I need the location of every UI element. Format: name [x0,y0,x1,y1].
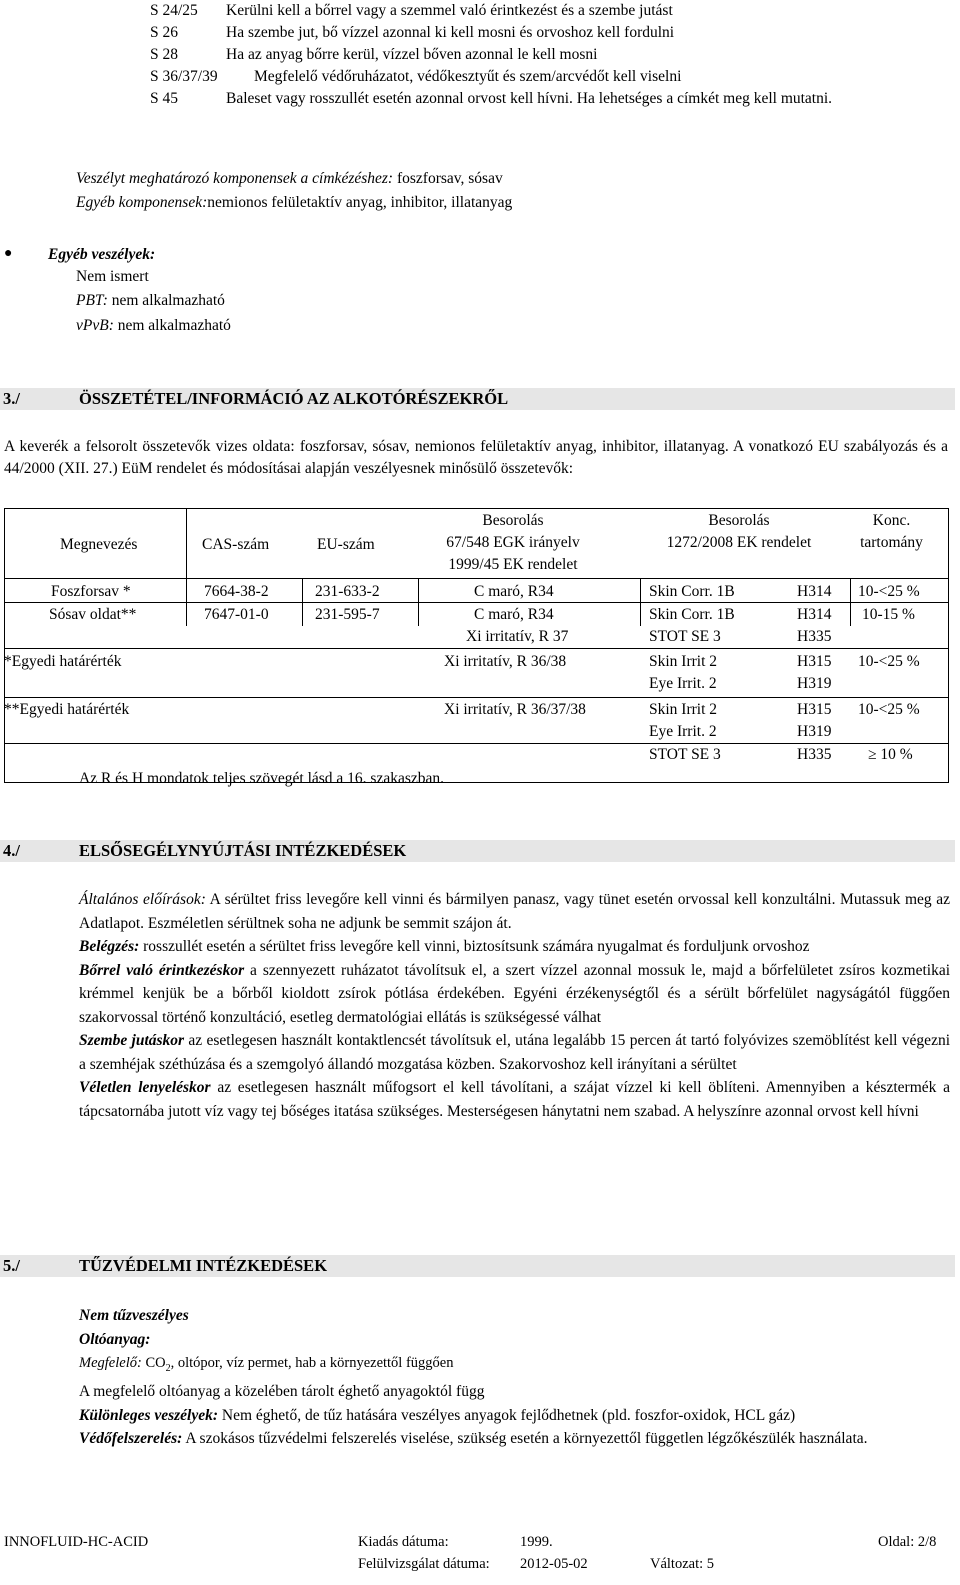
pbt-label: PBT: [76,292,108,309]
pbt-line [76,290,225,312]
s-phrase-text: Ha az anyag bőrre kerül, vízzel bőven azonnal le kell mosni [226,46,598,63]
header-name: Megnevezés [60,536,138,553]
other-hazards-title: Egyéb veszélyek: [48,246,156,263]
limit-conc: 10-<25 % [858,653,920,670]
inhal-text: rosszullét esetén a sérültet friss levegőre kell vinni, biztosítsunk számára nyugalmat és forduljunk orvoshoz [139,938,810,955]
s-phrase-text: Ha szembe jut, bő vízzel azonnal ki kell mosni és orvoshoz kell fordulni [226,24,675,41]
limit-class2f: H335 [797,746,832,763]
footer-review-label: Felülvizsgálat dátuma: [358,1556,490,1572]
row-class1: C maró, R34 [474,606,554,623]
s-phrase-code: S 36/37/39 [150,68,218,85]
footer-issue-label: Kiadás dátuma: [358,1534,449,1550]
limit-class2c: Eye Irrit. 2 [649,675,717,692]
limit-class1: Xi irritatív, R 36/37/38 [444,701,586,718]
s-phrase-code: S 28 [150,46,178,63]
header-conc: Konc. tartomány [860,512,923,551]
special-label: Különleges veszélyek: [79,1406,219,1424]
other-hazards-line: Nem ismert [76,268,149,285]
footer-review-value: 2012-05-02 [520,1556,588,1572]
protect-label: Védőfelszerelés: [79,1430,183,1448]
limit-label: *Egyedi határérték [4,653,122,670]
footer-product: INNOFLUID-HC-ACID [4,1534,149,1550]
row-cas: 7647-01-0 [204,606,269,623]
section-3-intro: A keverék a felsorolt összetevők vizes oldata: foszforsav, sósav, nemionos felületaktív anyag, inhibitor, illatanyag. A vonatkozó EU szabályozás és a 44/2000 (XII. 27.) EüM rendelet és módosításai alapján veszélyesnek minősülő összetevők: [4,438,948,477]
row-class2b: H314 [797,606,832,623]
limit-class2a: Skin Irrit 2 [649,701,718,718]
footer-version: Változat: 5 [650,1556,715,1572]
row-eu: 231-595-7 [315,606,380,623]
row-name: Sósav oldat** [49,606,137,623]
vpvb-label: vPvB: [76,317,114,334]
special-text: Nem éghető, de tűz hatására veszélyes anyagok fejlődhetnek (pld. foszfor-oxidok, HCL gáz) [218,1406,796,1424]
section-4-header [0,840,955,862]
hazard-components-label: Veszélyt meghatározó komponensek a címkézéshez: [76,170,394,187]
footer-page: Oldal: 2/8 [878,1534,937,1550]
section-title: ÖSSZETÉTEL/INFORMÁCIÓ AZ ALKOTÓRÉSZEKRŐL [79,389,509,408]
ingest-text: az esetlegesen használt műfogsort el kell távolítani, a szájat vízzel ki kell öblíteni. Amennyiben a késztermék a tápcsatornába jutott víz vagy tej bőséges itatása szükséges. Mesterségesen hánytatni nem szabad. A helyszínre azonnal orvost kell hívni [79,1079,950,1120]
eye-text: az esetlegesen használt kontaktlencsét távolítsuk el, utána legalább 15 percen át tartó folyóvizes szemöblítést kell végezni a szemhéjak széthúzása és a szemgolyó állandó mozgatása közben. Szakorvoshoz kell irányítani a sérültet [79,1032,950,1073]
row-conc: 10-<25 % [858,583,920,600]
section-title: ELSŐSEGÉLYNYÚJTÁSI INTÉZKEDÉSEK [79,841,407,860]
section-title: TŰZVÉDELMI INTÉZKEDÉSEK [79,1256,328,1275]
footer-issue-value: 1999. [520,1534,553,1550]
row-conc: 10-15 % [862,606,915,623]
nearby-text: A megfelelő oltóanyag a közelében tárolt éghető anyagoktól függ [79,1383,485,1401]
table-header-row [4,508,949,579]
s-phrase-text: Kerülni kell a bőrrel vagy a szemmel való érintkezést és a szembe jutást [226,2,673,19]
row-name: Foszforsav * [51,583,131,600]
limit-conc2: ≥ 10 % [868,746,913,763]
general-text: A sérültet friss levegőre kell vinni és bármilyen panasz, vagy tünet esetén orvossal kell konzultálni. Mutassuk meg az Adatlapot. Eszméletlen sérültnek soha ne adjunk be semmit szájon át. [79,891,950,932]
section-5-header [0,1255,955,1277]
limit-class2c: Eye Irrit. 2 [649,723,717,740]
bullet-icon: ● [4,246,13,261]
s-phrase-code: S 26 [150,24,178,41]
limit-label: **Egyedi határérték [4,701,130,718]
protect-text: A szokásos tűzvédelmi felszerelés viselése, szükség esetén a környezettől független légzőkészülék használata. [182,1430,868,1448]
hazard-components [76,168,503,190]
row-class2b: H314 [797,583,832,600]
limit-conc: 10-<25 % [858,701,920,718]
limit-class2d: H319 [797,723,832,740]
vpvb-line [76,315,231,337]
row-class2a: Skin Corr. 1B [649,583,735,600]
other-components [76,192,512,214]
section-number: 4./ [3,841,20,860]
ext-label: Oltóanyag: [79,1330,151,1348]
table-note: Az R és H mondatok teljes szövegét lásd a 16. szakaszban. [79,770,445,787]
other-components-value: nemionos felületaktív anyag, inhibitor, illatanyag [207,194,513,211]
s-phrase-text: Baleset vagy rosszullét esetén azonnal orvost kell hívni. Ha lehetséges a címkét meg kell mutatni. [226,90,833,107]
row-class2a: Skin Corr. 1B [649,606,735,623]
s-phrase-code: S 24/25 [150,2,198,19]
limit-class2a: Skin Irrit 2 [649,653,718,670]
header-class2: Besorolás 1272/2008 EK rendelet [666,512,812,551]
eye-label: Szembe jutáskor [79,1032,185,1049]
other-components-label: Egyéb komponensek: [76,194,208,211]
row-class1b: Xi irritatív, R 37 [466,628,569,645]
row-class1: C maró, R34 [474,583,554,600]
skin-text: a szennyezett ruházatot távolítsuk el, a szert vízzel azonnal mossuk le, majd a bőrfelületet zsíros kozmetikai krémmel kenjük be a bőrből kioldott zsírok pótlása érdekében. Egyéni érzékenységtől és a sérült bőrfelület nagyságától függően szakorvossal történő konzultáció, esetleg dermatológiai ellátás is szükségessé válhat [79,961,950,1026]
row-class2c: STOT SE 3 [649,628,721,645]
suitable-label: Megfelelő: [79,1355,142,1371]
row-eu: 231-633-2 [315,583,380,600]
limit-class2b: H315 [797,653,832,670]
vpvb-value: nem alkalmazható [113,317,231,334]
header-eu: EU-szám [317,536,375,553]
nonflam-label: Nem tűzveszélyes [79,1307,189,1324]
s-phrase-text: Megfelelő védőruházatot, védőkesztyűt és szem/arcvédőt kell viselni [254,68,682,85]
limit-class1: Xi irritatív, R 36/38 [444,653,567,670]
pbt-value: nem alkalmazható [107,292,225,309]
section-3-header [0,388,955,410]
section-number: 5./ [3,1256,20,1275]
section-number: 3./ [3,389,20,408]
row-class2d: H335 [797,628,832,645]
section-4-body [79,888,950,1123]
general-label: Általános előírások: [79,891,206,908]
row-cas: 7664-38-2 [204,583,269,600]
inhal-label: Belégzés: [79,938,140,955]
section-5-body: Nem tűzveszélyes Oltóanyag: Megfelelő: $CO_2$, oltópor, víz permet, hab a környezettől függően A megfelelő oltóanyag a közelében tárolt éghető anyagoktól függ Különleges veszélyek: Nem éghető, de tűz hatására veszélyes anyagok fejlődhetnek (pld. foszfor-oxidok, HCL gáz) Védőfelszerelés: A szokásos tűzvédelmi felszerelés viselése, szükség esetén a környezettől független légzőkészülék használata. [79,1307,868,1448]
limit-class2e: STOT SE 3 [649,746,721,763]
header-cas: CAS-szám [202,536,270,553]
skin-label: Bőrrel való érintkezéskor [79,961,245,979]
hazard-components-value: foszforsav, sósav [393,170,503,187]
s-phrase-code: S 45 [150,90,178,107]
limit-class2b: H315 [797,701,832,718]
limit-class2d: H319 [797,675,832,692]
header-class1: Besorolás 67/548 EGK irányelv 1999/45 EK rendelet [446,512,580,573]
ingest-label: Véletlen lenyeléskor [79,1079,211,1096]
